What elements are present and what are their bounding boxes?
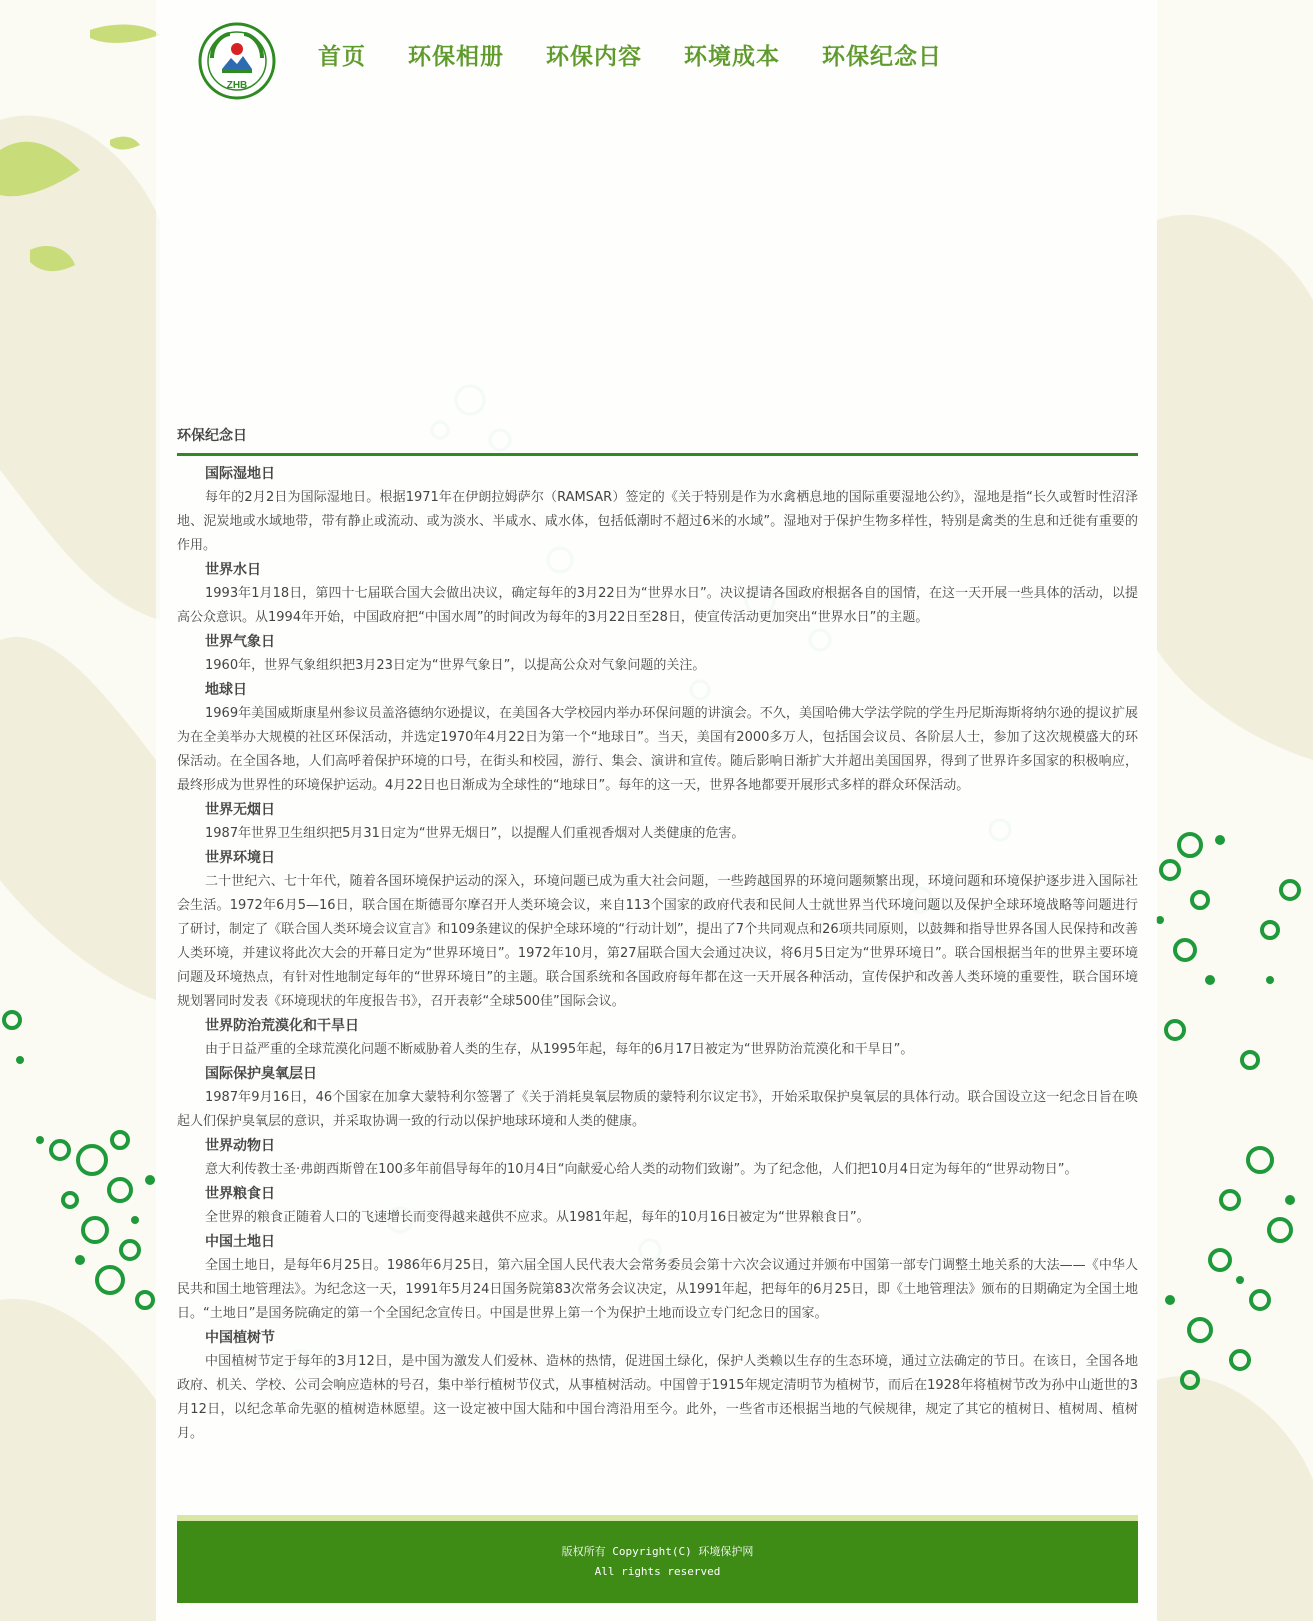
nav-environment-cost[interactable]: 环境成本 bbox=[684, 43, 780, 70]
article-land-day bbox=[177, 1230, 1138, 1326]
item-text: 全世界的粮食正随着人口的飞速增长而变得越来越供不应求。从1981年起，每年的10月16日被定为“世界粮食日”。 bbox=[205, 1210, 870, 1225]
site-header bbox=[156, 0, 1157, 110]
item-title: 地球日 bbox=[205, 682, 247, 698]
item-text: 1987年世界卫生组织把5月31日定为“世界无烟日”，以提醒人们重视香烟对人类健康的危害。 bbox=[205, 826, 745, 841]
item-text: 1987年9月16日，46个国家在加拿大蒙特利尔签署了《关于消耗臭氧层物质的蒙特利尔议定书》，开始采取保护臭氧层的具体行动。联合国设立这一纪念日旨在唤起人们保护臭氧层的意识，并采取协调一致的行动以保护地球环境和人类的健康。 bbox=[177, 1090, 1138, 1129]
section-title: 环保纪念日 bbox=[177, 425, 1138, 456]
nav-eco-album[interactable]: 环保相册 bbox=[408, 43, 504, 70]
article-meteorological-day bbox=[177, 630, 1138, 678]
zhb-emblem-icon bbox=[198, 22, 276, 100]
item-text: 1969年美国威斯康星州参议员盖洛德纳尔逊提议，在美国各大学校园内举办环保问题的讲演会。不久，美国哈佛大学法学院的学生丹尼斯海斯将纳尔逊的提议扩展为在全美举办大规模的社区环保活动，并选定1970年4月22日为第一个“地球日”。当天，美国有2000多万人，包括国会议员、各阶层人士，参加了这次规模盛大的环保活动。在全国各地，人们高呼着保护环境的口号，在街头和校园，游行、集会、演讲和宣传。随后影响日渐扩大并超出美国国界，得到了世界许多国家的积极响应，最终形成为世界性的环境保护运动。4月22日也日渐成为全球性的“地球日”。每年的这一天，世界各地都要开展形式多样的群众环保活动。 bbox=[177, 706, 1138, 793]
article-wetlands-day bbox=[177, 462, 1138, 558]
article-desertification-day bbox=[177, 1014, 1138, 1062]
article-arbor-day bbox=[177, 1326, 1138, 1446]
item-title: 世界防治荒漠化和干旱日 bbox=[205, 1018, 359, 1034]
item-text: 1960年，世界气象组织把3月23日定为“世界气象日”，以提高公众对气象问题的关注。 bbox=[205, 658, 706, 673]
rights-text: All rights reserved bbox=[594, 1565, 721, 1578]
item-title: 国际湿地日 bbox=[205, 466, 275, 482]
article-food-day bbox=[177, 1182, 1138, 1230]
article-water-day bbox=[177, 558, 1138, 630]
item-title: 中国植树节 bbox=[205, 1330, 275, 1346]
item-title: 世界无烟日 bbox=[205, 802, 275, 818]
item-title: 中国土地日 bbox=[205, 1234, 275, 1250]
nav-eco-days[interactable]: 环保纪念日 bbox=[822, 43, 942, 70]
article-ozone-day bbox=[177, 1062, 1138, 1134]
item-text: 中国植树节定于每年的3月12日，是中国为激发人们爱林、造林的热情，促进国土绿化，保护人类赖以生存的生态环境，通过立法确定的节日。在该日，全国各地政府、机关、学校、公司会响应造林的号召，集中举行植树节仪式，从事植树活动。中国曾于1915年规定清明节为植树节，而后在1928年将植树节改为孙中山逝世的3月12日，以纪念革命先驱的植树造林愿望。这一设定被中国大陆和中国台湾沿用至今。此外，一些省市还根据当地的气候规律，规定了其它的植树日、植树周、植树月。 bbox=[177, 1354, 1138, 1441]
item-title: 世界气象日 bbox=[205, 634, 275, 650]
item-text: 每年的2月2日为国际湿地日。根据1971年在伊朗拉姆萨尔（RAMSAR）签定的《关于特别是作为水禽栖息地的国际重要湿地公约》，湿地是指“长久或暂时性沼泽地、泥炭地或水域地带，带有静止或流动、或为淡水、半咸水、咸水体，包括低潮时不超过6米的水域”。湿地对于保护生物多样性，特别是禽类的生息和迁徙有重要的作用。 bbox=[177, 490, 1138, 553]
site-logo[interactable] bbox=[198, 22, 276, 100]
nav-eco-content[interactable]: 环保内容 bbox=[546, 43, 642, 70]
logo-text: ZHB bbox=[226, 80, 248, 91]
main-content bbox=[177, 425, 1138, 1446]
item-text: 由于日益严重的全球荒漠化问题不断威胁着人类的生存，从1995年起，每年的6月17日被定为“世界防治荒漠化和干旱日”。 bbox=[205, 1042, 914, 1057]
main-nav bbox=[318, 38, 984, 71]
item-title: 世界水日 bbox=[205, 562, 261, 578]
article-animal-day bbox=[177, 1134, 1138, 1182]
site-footer bbox=[177, 1515, 1138, 1603]
article-no-tobacco-day bbox=[177, 798, 1138, 846]
item-title: 世界环境日 bbox=[205, 850, 275, 866]
article-environment-day bbox=[177, 846, 1138, 1014]
item-title: 国际保护臭氧层日 bbox=[205, 1066, 317, 1082]
article-earth-day bbox=[177, 678, 1138, 798]
item-title: 世界粮食日 bbox=[205, 1186, 275, 1202]
item-text: 意大利传教士圣·弗朗西斯曾在100多年前倡导每年的10月4日“向献爱心给人类的动物们致谢”。为了纪念他，人们把10月4日定为每年的“世界动物日”。 bbox=[205, 1162, 1078, 1177]
item-text: 1993年1月18日，第四十七届联合国大会做出决议，确定每年的3月22日为“世界水日”。决议提请各国政府根据各自的国情，在这一天开展一些具体的活动，以提高公众意识。从1994年开始，中国政府把“中国水周”的时间改为每年的3月22日至28日，使宣传活动更加突出“世界水日”的主题。 bbox=[177, 586, 1138, 625]
copyright-text: 版权所有 Copyright(C) 环境保护网 bbox=[561, 1545, 754, 1558]
item-text: 全国土地日，是每年6月25日。1986年6月25日，第六届全国人民代表大会常务委员会第十六次会议通过并颁布中国第一部专门调整土地关系的大法——《中华人民共和国土地管理法》。为纪念这一天，1991年5月24日国务院第83次常务会议决定，从1991年起，把每年的6月25日，即《土地管理法》颁布的日期确定为全国土地日。“土地日”是国务院确定的第一个全国纪念宣传日。中国是世界上第一个为保护土地而设立专门纪念日的国家。 bbox=[177, 1258, 1138, 1321]
nav-home[interactable]: 首页 bbox=[318, 43, 366, 70]
item-text: 二十世纪六、七十年代，随着各国环境保护运动的深入，环境问题已成为重大社会问题，一些跨越国界的环境问题频繁出现，环境问题和环境保护逐步进入国际社会生活。1972年6月5—16日，联合国在斯德哥尔摩召开人类环境会议，来自113个国家的政府代表和民间人士就世界当代环境问题以及保护全球环境战略等问题进行了研讨，制定了《联合国人类环境会议宣言》和109条建议的保护全球环境的“行动计划”，提出了7个共同观点和26项共同原则，以鼓舞和指导世界各国人民保持和改善人类环境，并建议将此次大会的开幕日定为“世界环境日”。1972年10月，第27届联合国大会通过决议，将6月5日定为“世界环境日”。联合国根据当年的世界主要环境问题及环境热点，有针对性地制定每年的“世界环境日”的主题。联合国系统和各国政府每年都在这一天开展各种活动，宣传保护和改善人类环境的重要性，联合国环境规划署同时发表《环境现状的年度报告书》，召开表彰“全球500佳”国际会议。 bbox=[177, 874, 1138, 1009]
item-title: 世界动物日 bbox=[205, 1138, 275, 1154]
